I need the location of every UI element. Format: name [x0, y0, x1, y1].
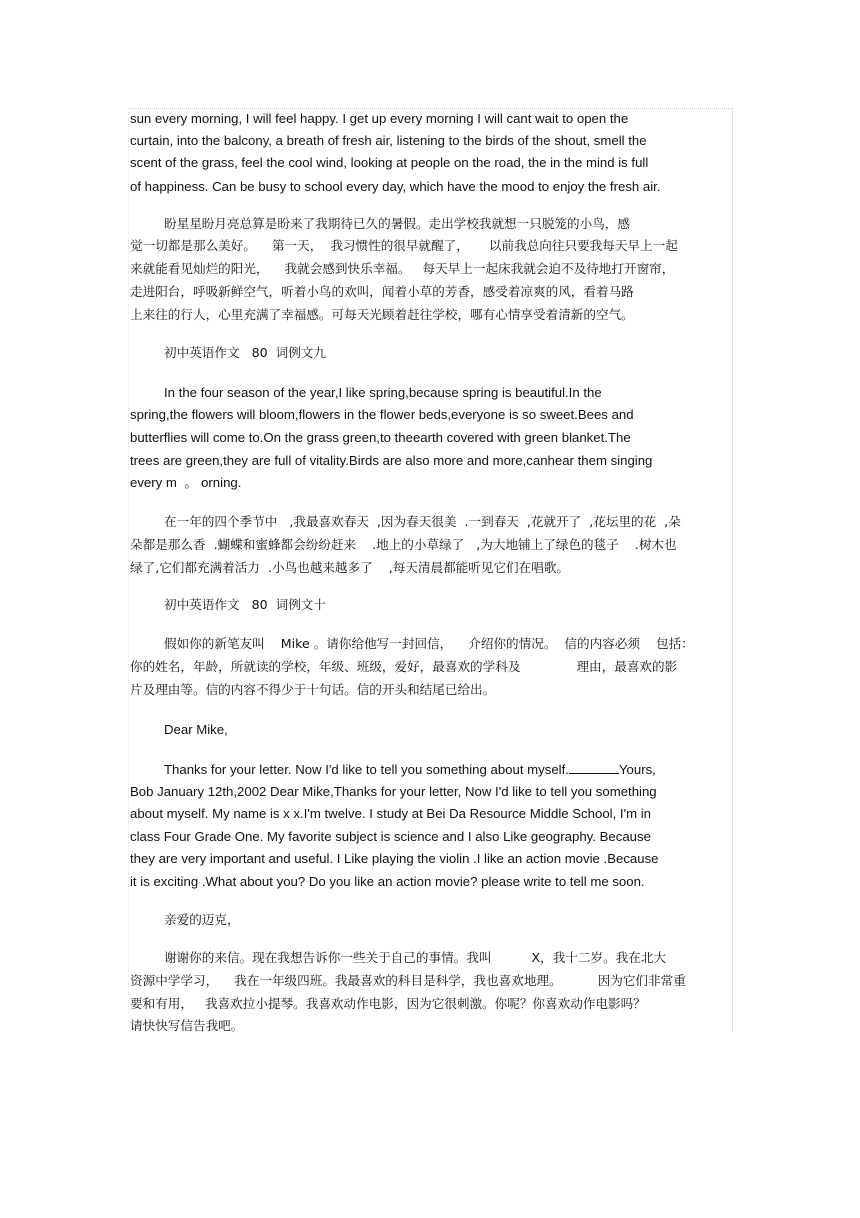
para5-line: 片及理由等。信的内容不得少于十句话。信的开头和结尾已给出。 — [130, 682, 496, 697]
para3-line: every m 。 orning. — [130, 475, 242, 490]
heading-example-9: 初中英语作文 80 词例文九 — [164, 345, 326, 360]
letter-first-text: Thanks for your letter. Now I'd like to tell you something about myself. — [164, 762, 569, 777]
letter-first-closing: Yours, — [618, 762, 656, 777]
salutation-en: Dear Mike, — [164, 722, 228, 737]
para3-line: spring,the flowers will bloom,flowers in the flower beds,everyone is so sweet.Bees and — [130, 407, 634, 422]
letter-first-line — [164, 762, 656, 778]
letter-line: Bob January 12th,2002 Dear Mike,Thanks for your letter, Now I'd like to tell you something — [130, 784, 657, 799]
letter-line: about myself. My name is x x.I'm twelve. I study at Bei Da Resource Middle School, I'm in — [130, 806, 652, 821]
salutation-zh: 亲爱的迈克， — [164, 912, 240, 927]
heading-example-10: 初中英语作文 80 词例文十 — [164, 597, 326, 612]
para4-line: 在一年的四个季节中 ,我最喜欢春天 ,因为春天很美 .一到春天 ,花就开了 ,花坛里的花 ,朵 — [164, 514, 681, 529]
para3-line: trees are green,they are full of vitality.Birds are also more and more,canhear them singing — [130, 453, 653, 468]
para3-line: In the four season of the year,I like spring,because spring is beautiful.In the — [164, 385, 602, 400]
para2-line: 盼星星盼月亮总算是盼来了我期待已久的暑假。走出学校我就想一只脱笼的小鸟，感 — [164, 216, 630, 231]
para5-line: 你的姓名，年龄，所就读的学校，年级、班级，爱好，最喜欢的学科及 理由，最喜欢的影 — [130, 659, 678, 674]
para2-line: 来就能看见灿烂的阳光， 我就会感到快乐幸福。 每天早上一起床我就会迫不及待地打开窗帘， — [130, 261, 675, 276]
para1-line: sun every morning, I will feel happy. I get up every morning I will cant wait to open the — [130, 111, 629, 126]
para3-line: butterflies will come to.On the grass green,to theearth covered with green blanket.The — [130, 430, 631, 445]
para1-line: scent of the grass, feel the cool wind, looking at people on the road, the in the mind is full — [130, 155, 649, 170]
para4-line: 朵都是那么香 .蝴蝶和蜜蜂都会纷纷赶来 .地上的小草绿了 ,为大地铺上了绿色的毯子 .树木也 — [130, 537, 677, 552]
para6-line: 要和有用， 我喜欢拉小提琴。我喜欢动作电影，因为它很刺激。你呢？你喜欢动作电影吗？ — [130, 996, 646, 1011]
para1-line: curtain, into the balcony, a breath of fresh air, listening to the birds of the shout, smell the — [130, 133, 647, 148]
para2-line: 上来往的行人，心里充满了幸福感。可每天光顾着赶往学校，哪有心情享受着清新的空气。 — [130, 307, 634, 322]
blank-underline — [569, 762, 619, 774]
letter-line: it is exciting .What about you? Do you like an action movie? please write to tell me soon. — [130, 874, 645, 889]
para1-line: of happiness. Can be busy to school every day, which have the mood to enjoy the fresh air. — [130, 179, 661, 194]
para4-line: 绿了,它们都充满着活力 .小鸟也越来越多了 ,每天清晨都能听见它们在唱歌。 — [130, 560, 570, 575]
para6-line: 资源中学学习， 我在一年级四班。我最喜欢的科目是科学，我也喜欢地理。 因为它们非常重 — [130, 973, 686, 988]
letter-line: they are very important and useful. I Like playing the violin .I like an action movie .Because — [130, 851, 659, 866]
para2-line: 走进阳台，呼吸新鲜空气，听着小鸟的欢叫，闻着小草的芳香，感受着凉爽的风，看着马路 — [130, 284, 634, 299]
para5-line: 假如你的新笔友叫 Mike 。请你给他写一封回信， 介绍你的情况。 信的内容必须 包括： — [164, 636, 694, 651]
para2-line: 觉一切都是那么美好。 第一天， 我习惯性的很早就醒了， 以前我总向往只要我每天早上一起 — [130, 238, 678, 253]
para6-line: 请快快写信告我吧。 — [130, 1018, 244, 1033]
para6-line: 谢谢你的来信。现在我想告诉你一些关于自己的事情。我叫 X，我十二岁。我在北大 — [164, 950, 667, 965]
letter-line: class Four Grade One. My favorite subject is science and I also Like geography. Because — [130, 829, 651, 844]
